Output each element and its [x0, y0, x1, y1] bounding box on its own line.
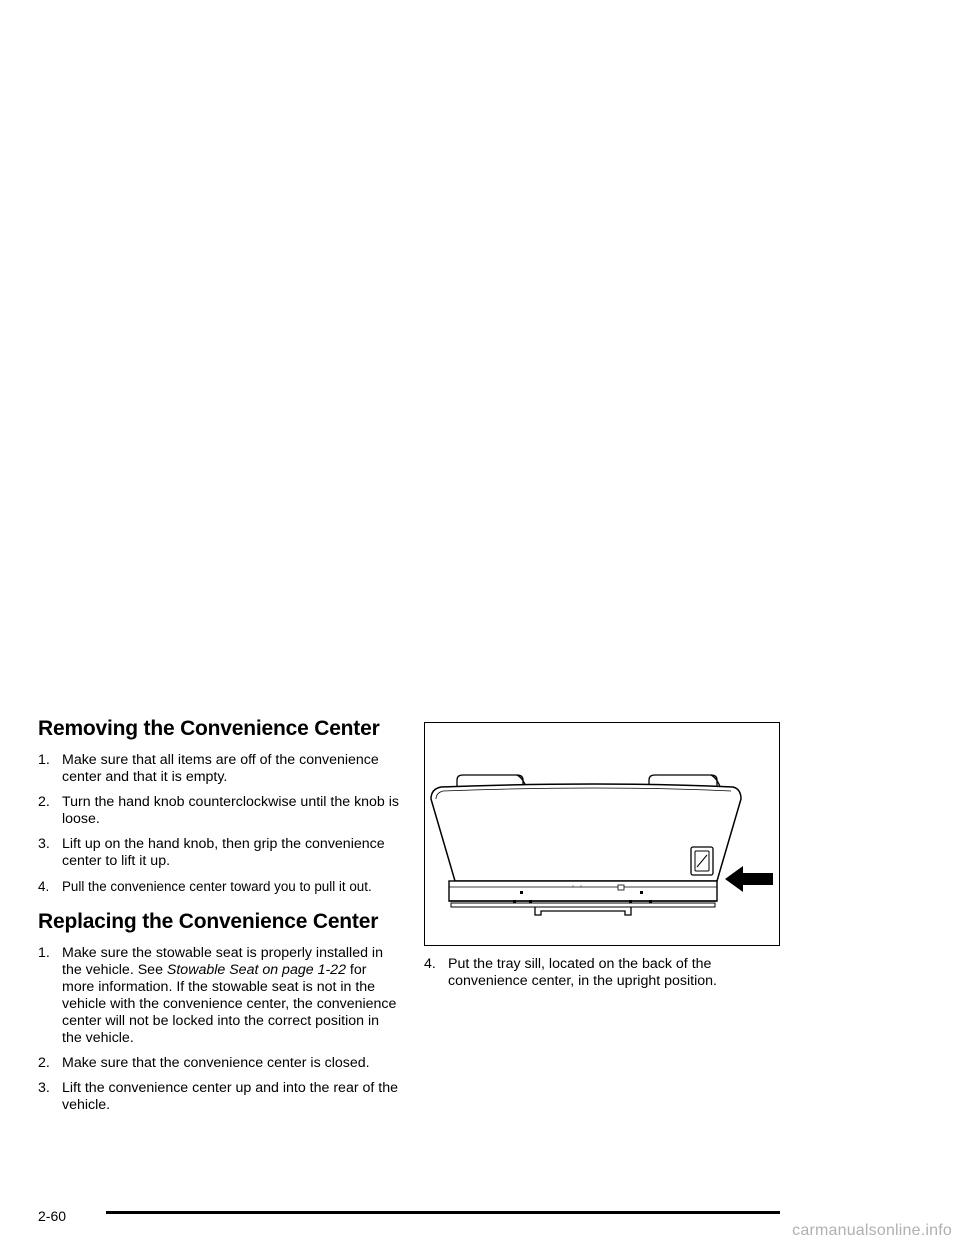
footer-rule: [106, 1211, 780, 1214]
watermark: carmanualsonline.info: [792, 1222, 952, 1239]
list-item: 1. Make sure the stowable seat is properly installed in the vehicle. See Stowable Seat on page 1-22 for more information. If the stowable seat is not in the vehicle with the convenience center, the convenience center will not be locked into the correct position in the vehicle.: [38, 945, 397, 1046]
list-item: 1. Make sure that all items are off of the convenience center and that it is empty.: [38, 752, 379, 785]
page-number: 2-60: [38, 1208, 67, 1224]
cross-reference-link[interactable]: Stowable Seat on page 1-22: [166, 962, 346, 978]
seat-back-drawing: [425, 723, 778, 944]
right-column: [424, 722, 780, 998]
left-column: [38, 716, 400, 1122]
section-title-removing: Removing the Convenience Center: [38, 717, 380, 740]
convenience-center-illustration: [424, 722, 780, 946]
list-item: 4. Put the tray sill, located on the back of the convenience center, in the upright position.: [424, 956, 717, 989]
list-item: 2. Make sure that the convenience center is closed.: [38, 1055, 370, 1071]
replacing-steps-list: [38, 945, 400, 1114]
section-title-replacing: Replacing the Convenience Center: [38, 910, 379, 933]
replacing-steps-continued: [424, 956, 780, 990]
list-item: 2. Turn the hand knob counterclockwise until the knob is loose.: [38, 794, 400, 827]
removing-steps-list: [38, 752, 400, 895]
list-item: 4. Pull the convenience center toward you to pull it out.: [38, 879, 372, 894]
list-item: 3. Lift the convenience center up and into the rear of the vehicle.: [38, 1080, 398, 1113]
list-item: 3. Lift up on the hand knob, then grip the convenience center to lift it up.: [38, 836, 385, 869]
